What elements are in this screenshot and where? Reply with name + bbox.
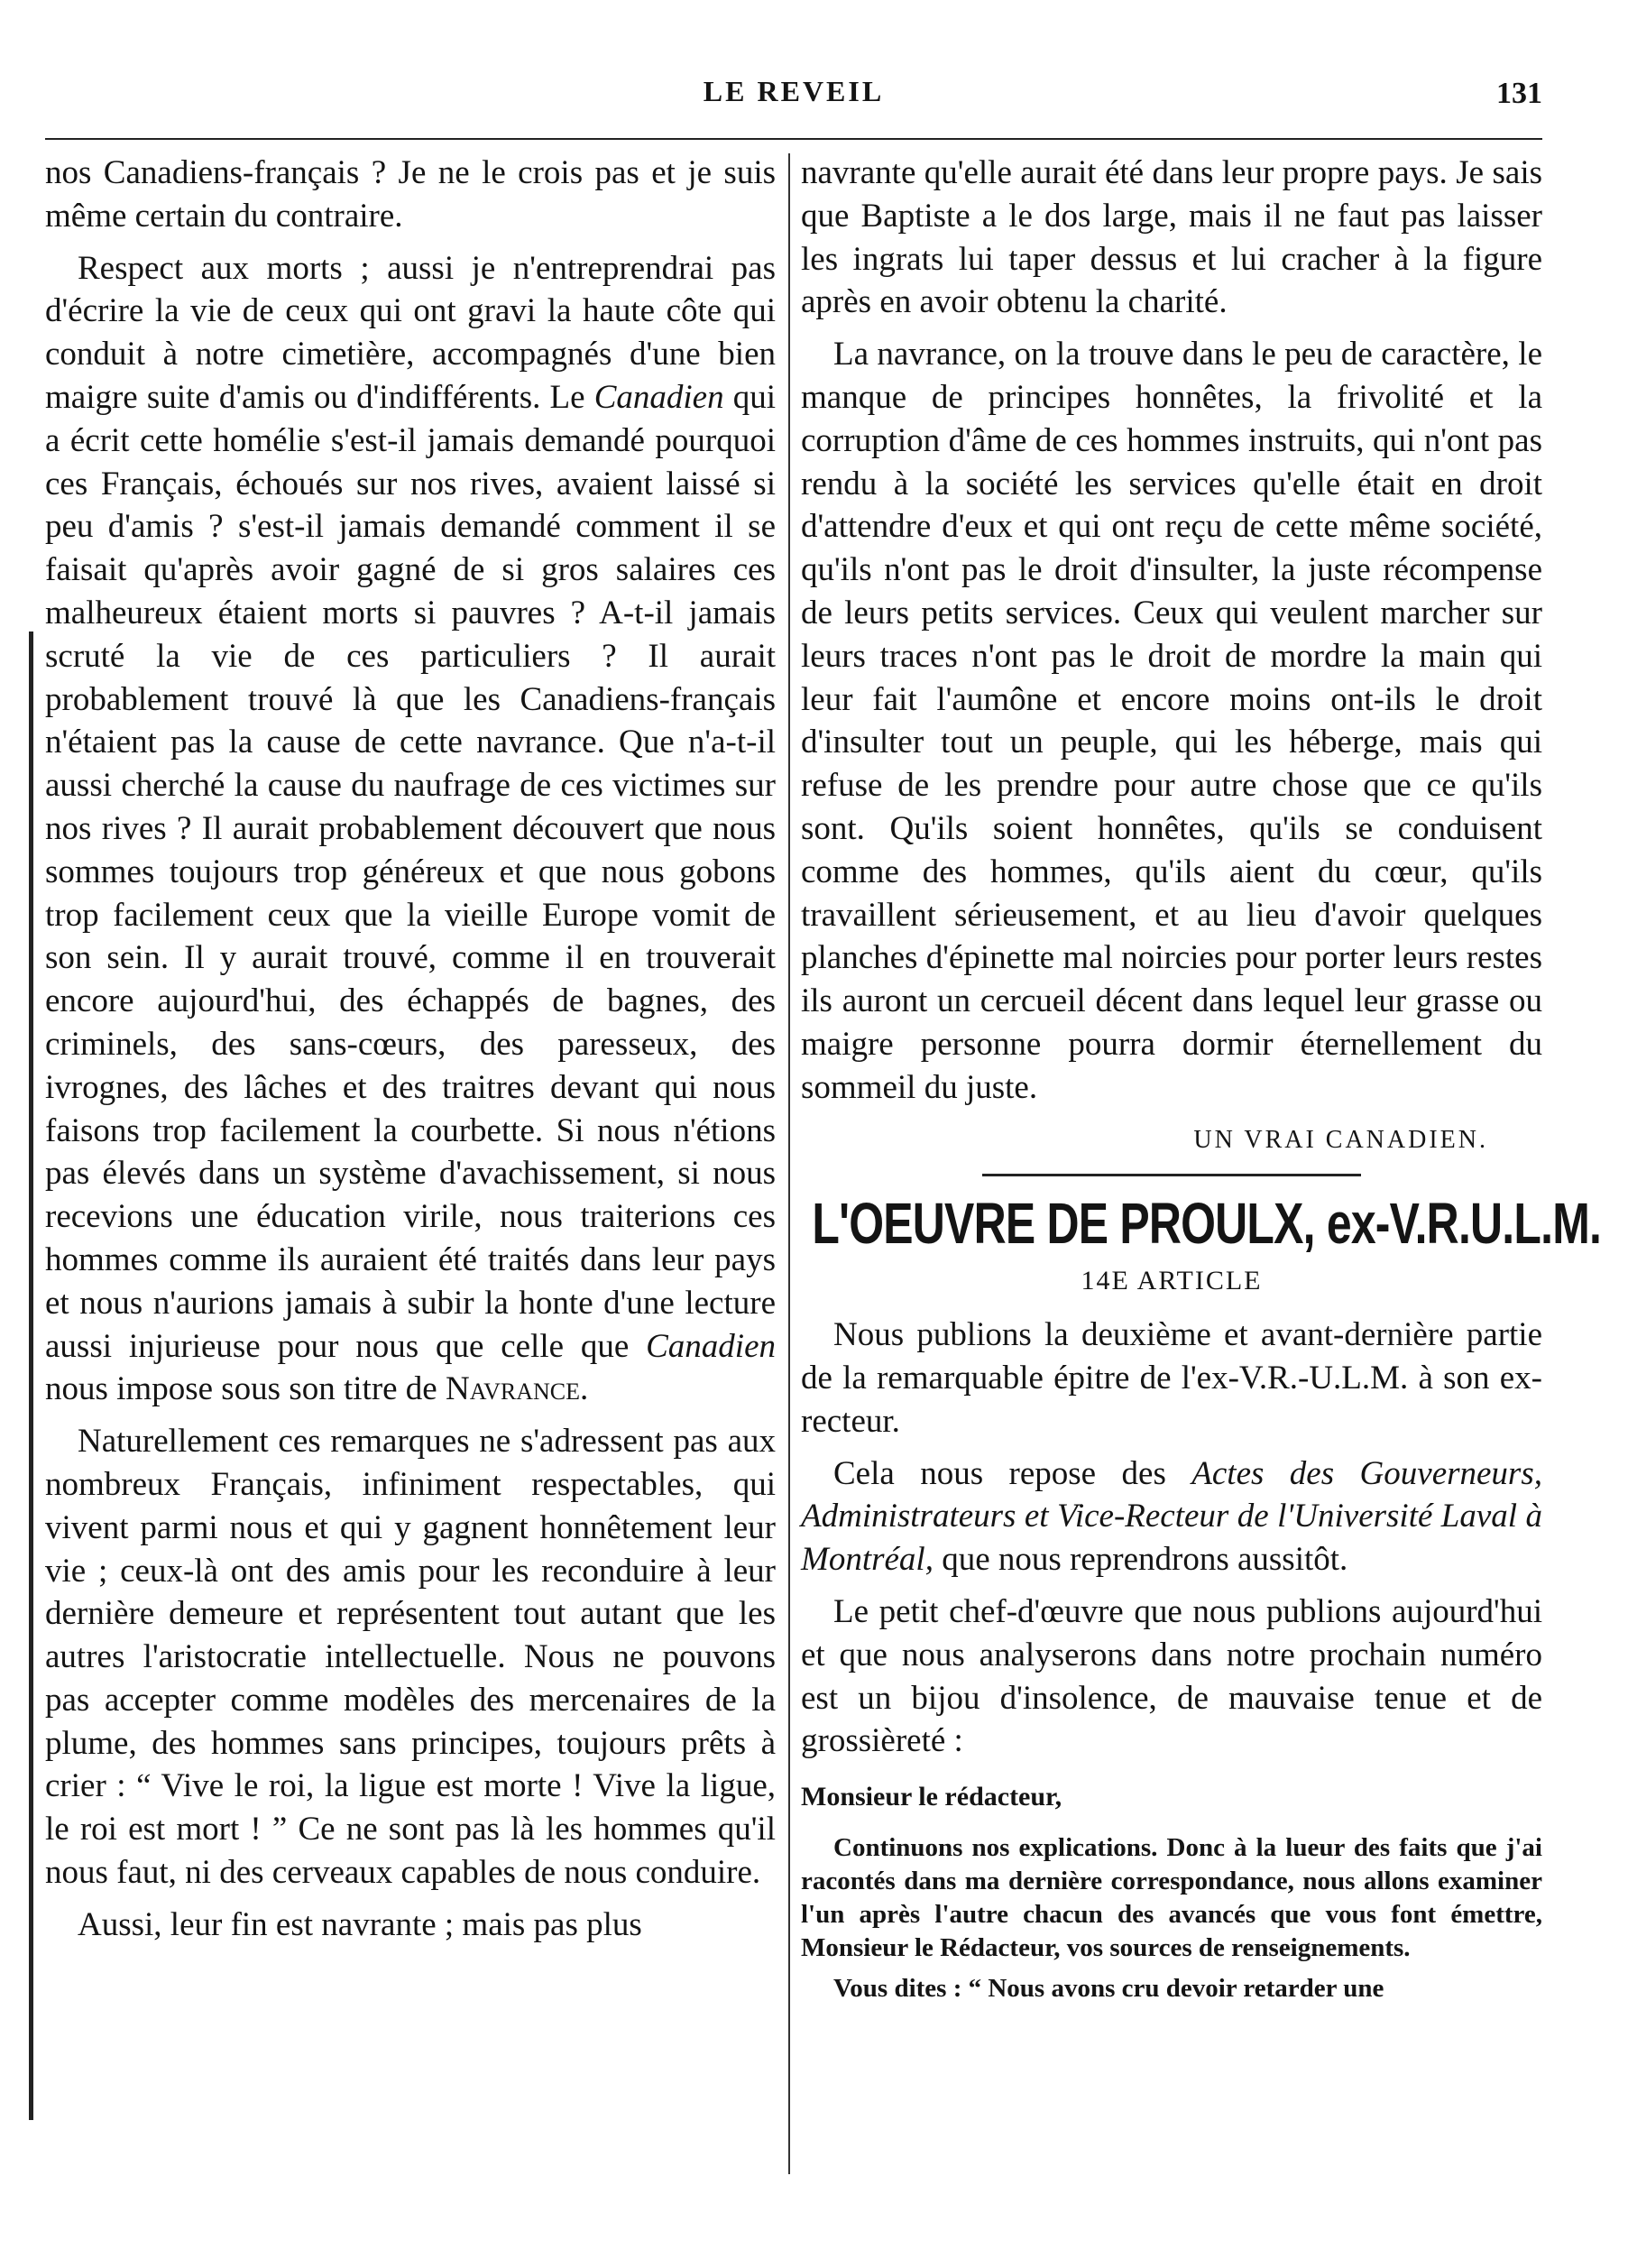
text-run: que nous reprendrons aussitôt. xyxy=(933,1541,1348,1579)
paragraph: Nous publions la deuxième et avant-dernière partie de la remarquable épitre de l'ex-V.R.-U.L.M. à son ex-recteur. xyxy=(801,1316,1542,1440)
running-title: LE REVEIL xyxy=(703,75,885,107)
italic-text: Actes des Gouverneurs, Administrateurs et Vice-Recteur de l'Université Laval à Montréal, xyxy=(801,1454,1542,1579)
letter-salutation: Monsieur le rédacteur, xyxy=(801,1782,1062,1812)
article-subhead: 14E ARTICLE xyxy=(1081,1266,1263,1296)
article-headline: L'OEUVRE DE PROULX, ex-V.R.U.L.M. xyxy=(812,1191,1602,1257)
left-column xyxy=(45,152,776,1956)
paragraph: Aussi, leur fin est navrante ; mais pas plus xyxy=(78,1905,642,1943)
paragraph xyxy=(801,1452,1542,1581)
letter-paragraph: Vous dites : “ Nous avons cru devoir retarder une xyxy=(833,1973,1384,2003)
header-rule xyxy=(45,138,1542,140)
letter-body xyxy=(801,1831,1542,2005)
text-run: Cela nous repose des xyxy=(833,1454,1192,1492)
page-binding-edge xyxy=(29,632,33,2120)
paragraph: Le petit chef-d'œuvre que nous publions aujourd'hui et que nous analyserons dans notre prochain numéro est un bijou d'insolence, de mauvaise tenue et de grossièreté : xyxy=(801,1592,1542,1760)
paragraph: Naturellement ces remarques ne s'adressent pas aux nombreux Français, infiniment respectables, qui vivent parmi nous et qui y gagnent honnêtement leur vie ; ceux-là ont des amis pour les reconduire à leur dernière demeure et représentent tout autant que les autres l'aristocratie intellectuelle. Nous ne pouvons pas accepter comme modèles des mercenaires de la plume, des hommes sans principes, toujours prêts à crier : “ Vive le roi, la ligue est morte ! Vive la ligue, le roi est mort ! ” Ce ne sont pas là les hommes qu'il nous faut, ni des cerveaux capables de nous conduire. xyxy=(45,1423,776,1892)
italic-text: Canadien xyxy=(593,378,724,416)
article-signature: UN VRAI CANADIEN. xyxy=(1193,1125,1488,1154)
text-run: nous impose sous son titre de xyxy=(45,1370,446,1408)
italic-text: Canadien xyxy=(646,1327,776,1365)
page-number: 131 xyxy=(1496,77,1542,110)
letter-paragraph: Continuons nos explications. Donc à la lueur des faits que j'ai racontés dans ma dernière correspondance, nous allons examiner l'un après l'autre chacun des avancés que vous font émettre, Monsieur le Rédacteur, vos sources de renseignements. xyxy=(801,1832,1542,1962)
small-caps-text: Navrance. xyxy=(445,1370,589,1408)
column-divider xyxy=(788,153,790,2174)
section-rule xyxy=(982,1174,1361,1176)
paragraph xyxy=(45,247,776,1412)
paragraph: La navrance, on la trouve dans le peu de caractère, le manque de principes honnêtes, la frivolité et la corruption d'âme de ces hommes instruits, qui n'ont pas rendu à la société les services qu'elle était en droit d'attendre d'eux et qui ont reçu de cette même société, qu'ils n'ont pas le droit d'insulter, la juste récompense de leurs petits services. Ceux qui veulent marcher sur leurs traces n'ont pas le droit de mordre la main qui leur fait l'aumône et encore moins ont-ils le droit d'insulter tout un peuple, qui les héberge, mais qui refuse de les prendre pour autre chose que ce qu'ils sont. Qu'ils soient honnêtes, qu'ils se conduisent comme des hommes, qu'ils aient du cœur, qu'ils travaillent sérieusement, et au lieu d'avoir quelques planches d'épinette mal noircies pour porter leurs restes ils auront un cercueil décent dans lequel leur grasse ou maigre personne pourra dormir éternellement du sommeil du juste. xyxy=(801,336,1542,1106)
paragraph: nos Canadiens-français ? Je ne le crois pas et je suis même certain du contraire. xyxy=(45,154,776,235)
text-run: qui a écrit cette homélie s'est-il jamais demandé pourquoi ces Français, échoués sur nos rives, avaient laissé si peu d'amis ? s'est-il jamais demandé comment il se faisait qu'après avoir gagné de si gros salaires ces malheureux étaient morts si pauvres ? A-t-il jamais scruté la vie de ces particuliers ? Il aurait probablement trouvé là que les Canadiens-français n'étaient pas la cause de cette navrance. Que n'a-t-il aussi cherché la cause du naufrage de ces victimes sur nos rives ? Il aurait probablement découvert que nous sommes toujours trop généreux et que nous gobons trop facilement ceux que la vieille Europe vomit de son sein. Il y aurait trouvé, comme il en trouverait encore aujourd'hui, des échappés de bagnes, des criminels, des sans-cœurs, des paresseux, des ivrognes, des lâches et des traitres devant qui nous faisons trop facilement la courbette. Si nous n'étions pas élevés dans un système d'avachissement, si nous recevions une éducation virile, nous traiterions ces hommes comme ils auraient été traités dans leur pays et nous n'aurions jamais à subir la honte d'une lecture aussi injurieuse pour nous que celle que xyxy=(45,378,776,1365)
right-column xyxy=(801,152,1602,2013)
text-run: Respect aux morts ; aussi je n'entreprendrai pas d'écrire la vie de ceux qui ont gravi la haute côte qui conduit à notre cimetière, accompagnés d'une bien maigre suite d'amis ou d'indifférents. Le xyxy=(45,249,776,416)
page-header xyxy=(45,68,1542,131)
paragraph: navrante qu'elle aurait été dans leur propre pays. Je sais que Baptiste a le dos large, mais il ne faut pas laisser les ingrats lui taper dessus et lui cracher à la figure après en avoir obtenu la charité. xyxy=(801,154,1542,321)
